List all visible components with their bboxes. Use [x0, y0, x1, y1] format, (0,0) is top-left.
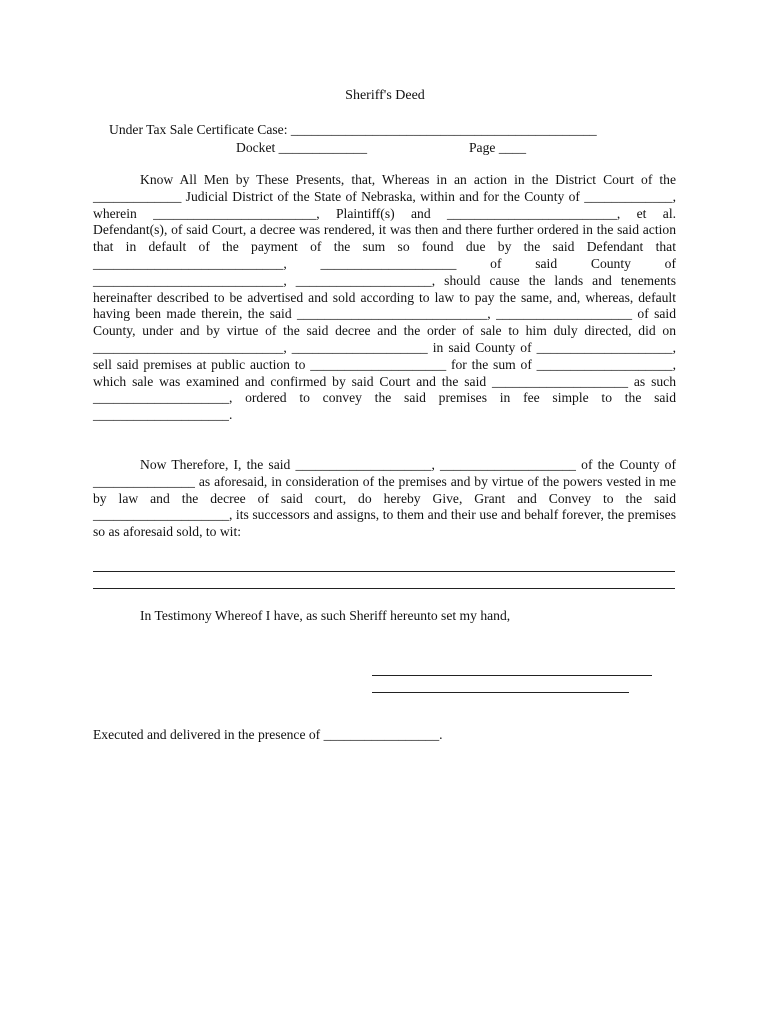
executed-clause: Executed and delivered in the presence of _________________. — [93, 727, 443, 742]
page-number-line: Page ____ — [469, 140, 527, 155]
signature-line — [372, 675, 652, 676]
recital-paragraph — [93, 172, 676, 424]
property-description-line — [93, 571, 675, 572]
testimony-clause: In Testimony Whereof I have, as such Sheriff hereunto set my hand, — [140, 608, 511, 623]
conveyance-text: Now Therefore, I, the said ____________________, ____________________ of the County of _______________ as aforesaid, in consideration of the premises and by virtue of the powers vested in me by law and the decree of said court, do hereby Give, Grant and Convey to the said ____________________, its successors and assigns, to them and their use and behalf forever, the premises so as aforesaid sold, to wit: — [93, 457, 676, 540]
signature-title-line — [372, 692, 629, 693]
document-title: Sheriff's Deed — [345, 88, 425, 103]
conveyance-paragraph — [93, 457, 676, 541]
property-description-line — [93, 588, 675, 589]
case-line: Under Tax Sale Certificate Case: _____________________________________________ — [109, 122, 597, 137]
recital-text: Know All Men by These Presents, that, Whereas in an action in the District Court of the _____________ Judicial District of the State of Nebraska, within and for the County of _____________, wherein ________________________, Plaintiff(s) and _________________________, et al. Defendant(s), of said Court, a decree was rendered, it was then and there further ordered in the said action that in default of the payment of the sum so found due by the said Defendant that ____________________________, ____________________ of said County of ____________________________, ____________________, should cause the lands and tenements hereinafter described to be advertised and sold according to law to pay the same, and, whereas, default having been made therein, the said ____________________________, ____________________ of said County, under and by virtue of the said decree and the order of sale to him duly directed, did on ____________________________, ____________________ in said County of ____________________, sell said premises at public auction to ____________________ for the sum of ____________________, which sale was examined and confirmed by said Court and the said ____________________ as such ____________________, ordered to convey the said premises in fee simple to the said ____________________. — [93, 172, 676, 423]
docket-line: Docket _____________ — [236, 140, 368, 155]
